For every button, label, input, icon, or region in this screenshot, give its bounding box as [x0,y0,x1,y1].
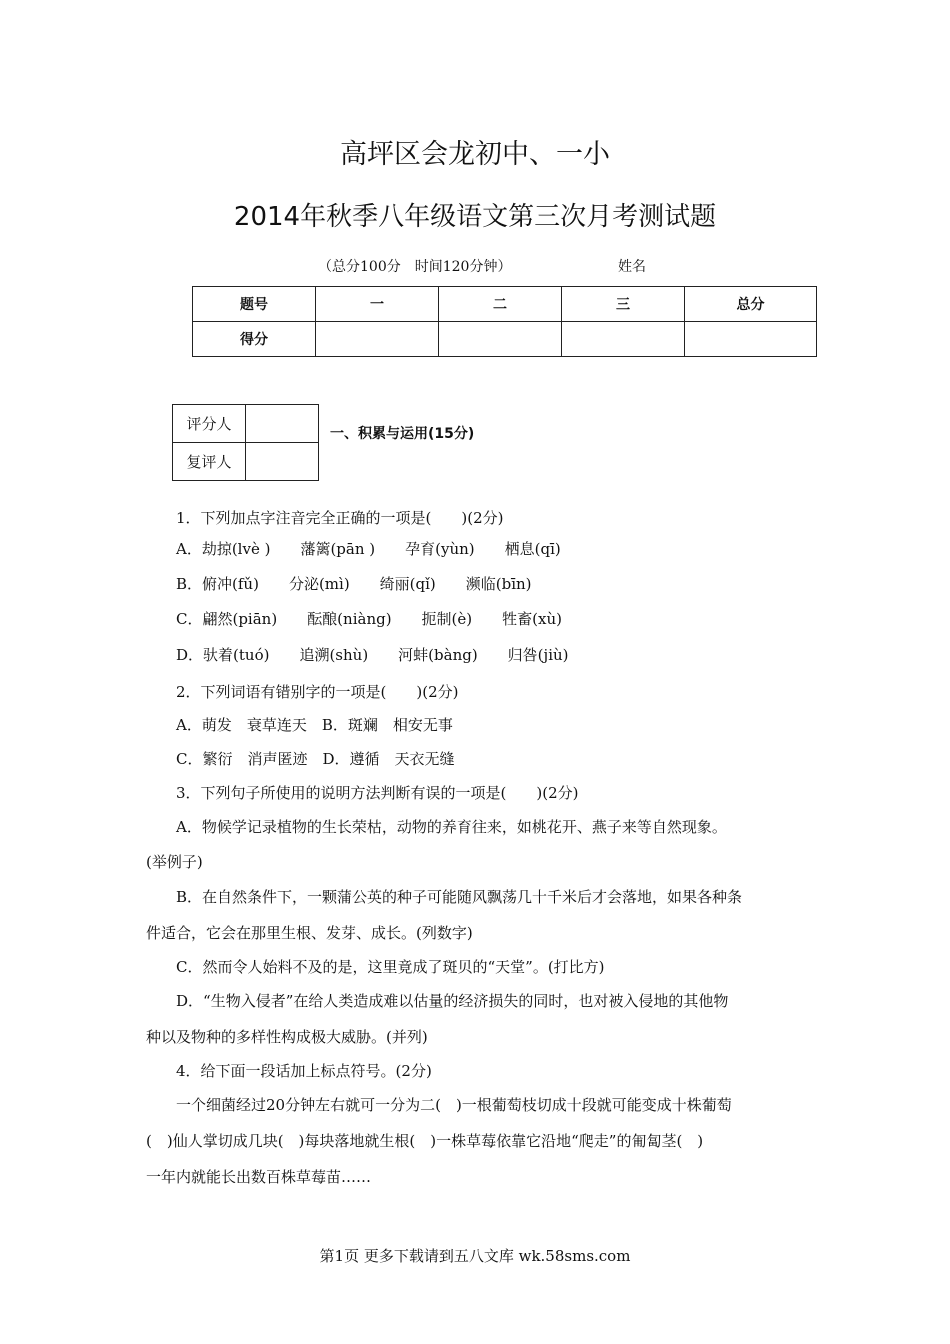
page-footer: 第1页 更多下载请到五八文库 wk.58sms.com [319,1247,631,1265]
question-1-stem: 1．下列加点字注音完全正确的一项是( )(2分) [176,509,504,527]
score-cell[interactable] [562,322,685,357]
score-header-cell: 一 [316,287,439,322]
grader-label: 评分人 [173,405,246,443]
question-3-option-d: D．“生物入侵者”在给人类造成难以估量的经济损失的同时，也对被入侵地的其他物 [176,992,729,1010]
question-4-passage-cont: ( )仙人掌切成几块( )每块落地就生根( )一株草莓依靠它沿地“爬走”的匍匐茎( ) [146,1132,704,1150]
score-header-cell: 二 [439,287,562,322]
question-4-passage-end: 一年内就能长出数百株草莓苗…… [146,1168,372,1186]
question-3-option-a-cont: (举例子) [146,853,203,871]
score-table-score-row [193,322,817,357]
reviewer-cell[interactable] [246,443,319,481]
score-header-cell: 题号 [193,287,316,322]
question-1-option-a: A．劫掠(lvè ) 藩篱(pān ) 孕育(yùn) 栖息(qī) [176,540,561,558]
question-3-stem: 3．下列句子所使用的说明方法判断有误的一项是( )(2分) [176,784,579,802]
question-3-option-d-cont: 种以及物种的多样性构成极大威胁。(并列) [146,1028,428,1046]
question-3-option-c: C．然而令人始料不及的是，这里竟成了斑贝的“天堂”。(打比方) [176,958,605,976]
question-2-options-ab: A．萌发 衰草连天 B．斑斓 相安无事 [176,716,453,734]
question-1-option-d: D．驮着(tuó) 追溯(shù) 河蚌(bàng) 归咎(jiù) [176,646,569,664]
question-2-stem: 2．下列词语有错别字的一项是( )(2分) [176,683,459,701]
grader-cell[interactable] [246,405,319,443]
grader-table [172,404,319,481]
exam-title: 2014年秋季八年级语文第三次月考测试题 [233,202,717,232]
score-table-header-row [193,287,817,322]
question-4-stem: 4．给下面一段话加上标点符号。(2分) [176,1062,432,1080]
reviewer-label: 复评人 [173,443,246,481]
score-table [192,286,817,357]
exam-info: （总分100分 时间120分钟） [318,259,512,275]
question-1-option-b: B．俯冲(fǔ) 分泌(mì) 绮丽(qǐ) 濒临(bīn) [176,575,532,593]
question-3-option-b: B．在自然条件下，一颗蒲公英的种子可能随风飘荡几十千米后才会落地，如果各种条 [176,888,743,906]
score-cell[interactable] [439,322,562,357]
question-1-option-c: C．翩然(piān) 酝酿(niàng) 扼制(è) 牲畜(xù) [176,610,562,628]
question-3-option-b-cont: 件适合，它会在那里生根、发芽、成长。(列数字) [146,924,473,942]
score-cell[interactable] [316,322,439,357]
score-row-label: 得分 [193,322,316,357]
section-heading: 一、积累与运用(15分) [330,426,475,442]
question-4-passage: 一个细菌经过20分钟左右就可一分为二( )一根葡萄枝切成十段就可能变成十株葡萄 [176,1096,732,1114]
score-header-cell: 三 [562,287,685,322]
score-cell[interactable] [685,322,817,357]
score-header-cell: 总分 [685,287,817,322]
question-2-options-cd: C．繁衍 消声匿迹 D．遵循 天衣无缝 [176,750,455,768]
question-3-option-a: A．物候学记录植物的生长荣枯，动物的养育往来，如桃花开、燕子来等自然现象。 [176,818,727,836]
exam-title-school: 高坪区会龙初中、一小 [340,139,610,170]
name-label: 姓名 [618,259,646,275]
